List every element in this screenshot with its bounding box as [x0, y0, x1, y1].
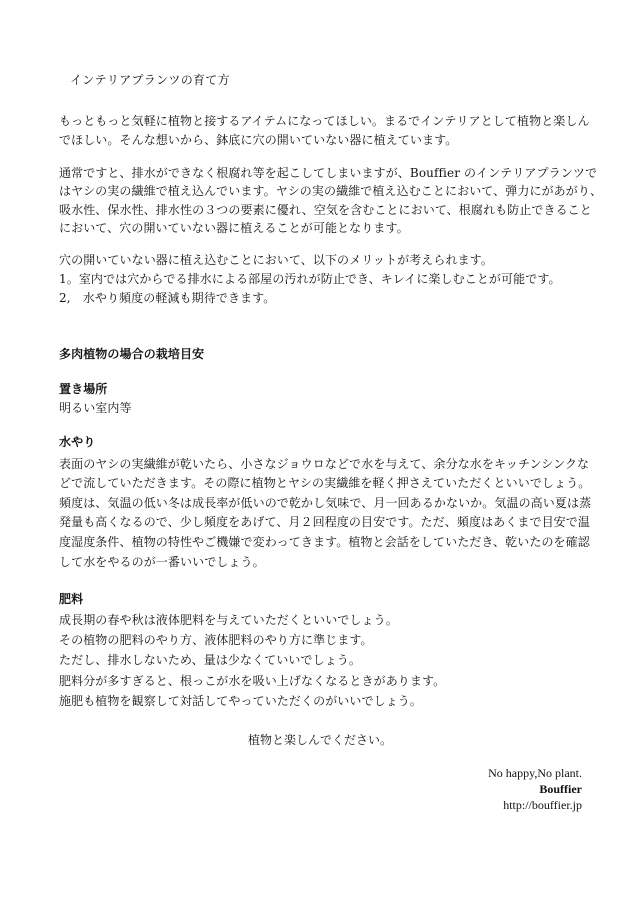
merit-item: 1。室内では穴からでる排水による部屋の汚れが防止でき、キレイに楽しむことが可能です。 — [59, 272, 561, 286]
intro-line: でほしい。そんな想いから、鉢底に穴の開いていない器に植えています。 — [59, 133, 458, 147]
placement-text: 明るい室内等 — [59, 401, 132, 415]
fertilizer-line: 肥料分が多すぎると、根っこが水を吸い上げなくなるときがあります。 — [59, 674, 446, 688]
fertilizer-line: ただし、排水しないため、量は少なくていいでしょう。 — [59, 653, 362, 667]
brand-name: Bouffier — [539, 782, 582, 796]
watering-line: 表面のヤシの実繊維が乾いたら、小さなジョウロなどで水を与えて、余分な水をキッチンシンクな — [59, 457, 590, 471]
website-url: http://bouffier.jp — [503, 798, 582, 812]
fertilizer-line: その植物の肥料のやり方、液体肥料のやり方に準じます。 — [59, 633, 373, 647]
fertilizer-heading: 肥料 — [59, 592, 84, 606]
merit-item: 2, 水やり頻度の軽減も期待できます。 — [59, 291, 276, 305]
watering-line: どで流していただきます。その際に植物とヤシの実繊維を軽く押さえていただくといいでしょう。 — [59, 476, 591, 490]
paragraph-line: において、穴の開いていない器に植えることが可能となります。 — [59, 221, 409, 235]
paragraph-line: はヤシの実の繊維で植え込んでいます。ヤシの実の繊維で植え込むことにおいて、弾力にがあがり、 — [59, 184, 603, 198]
document-title: インテリアプランツの育て方 — [70, 73, 230, 87]
intro-line: もっともっと気軽に植物と接するアイテムになってほしい。まるでインテリアとして植物と楽しん — [59, 114, 590, 128]
watering-line: して水をやるのが一番いいでしょう。 — [59, 555, 265, 569]
placement-heading: 置き場所 — [59, 382, 108, 396]
watering-line: 度湿度条件、植物の特性やご機嫌で変わってきます。植物と会話をしていただき、乾いたのを確認 — [59, 535, 590, 549]
section-heading: 多肉植物の場合の栽培目安 — [59, 347, 205, 361]
watering-line: 発量も高くなるので、少し頻度をあげて、月２回程度の目安です。ただ、頻度はあくまで目安で温 — [59, 515, 590, 529]
fertilizer-line: 施肥も植物を観察して対話してやっていただくのがいいでしょう。 — [59, 694, 423, 708]
closing-message: 植物と楽しんでください。 — [247, 733, 392, 747]
watering-heading: 水やり — [59, 435, 96, 449]
paragraph-line: 吸水性、保水性、排水性の３つの要素に優れ、空気を含むことにおいて、根腐れも防止できること — [59, 203, 592, 217]
fertilizer-line: 成長期の春や秋は液体肥料を与えていただくといいでしょう。 — [59, 613, 398, 627]
slogan: No happy,No plant. — [488, 766, 582, 780]
watering-line: 頻度は、気温の低い冬は成長率が低いので乾かし気味で、月一回あるかないか。気温の高い夏は蒸 — [59, 496, 592, 510]
paragraph-line: 通常ですと、排水ができなく根腐れ等を起こしてしまいますが、Bouffier のインテリアプランツで — [59, 166, 598, 180]
merits-intro: 穴の開いていない器に植え込むことにおいて、以下のメリットが考えられます。 — [59, 253, 493, 267]
